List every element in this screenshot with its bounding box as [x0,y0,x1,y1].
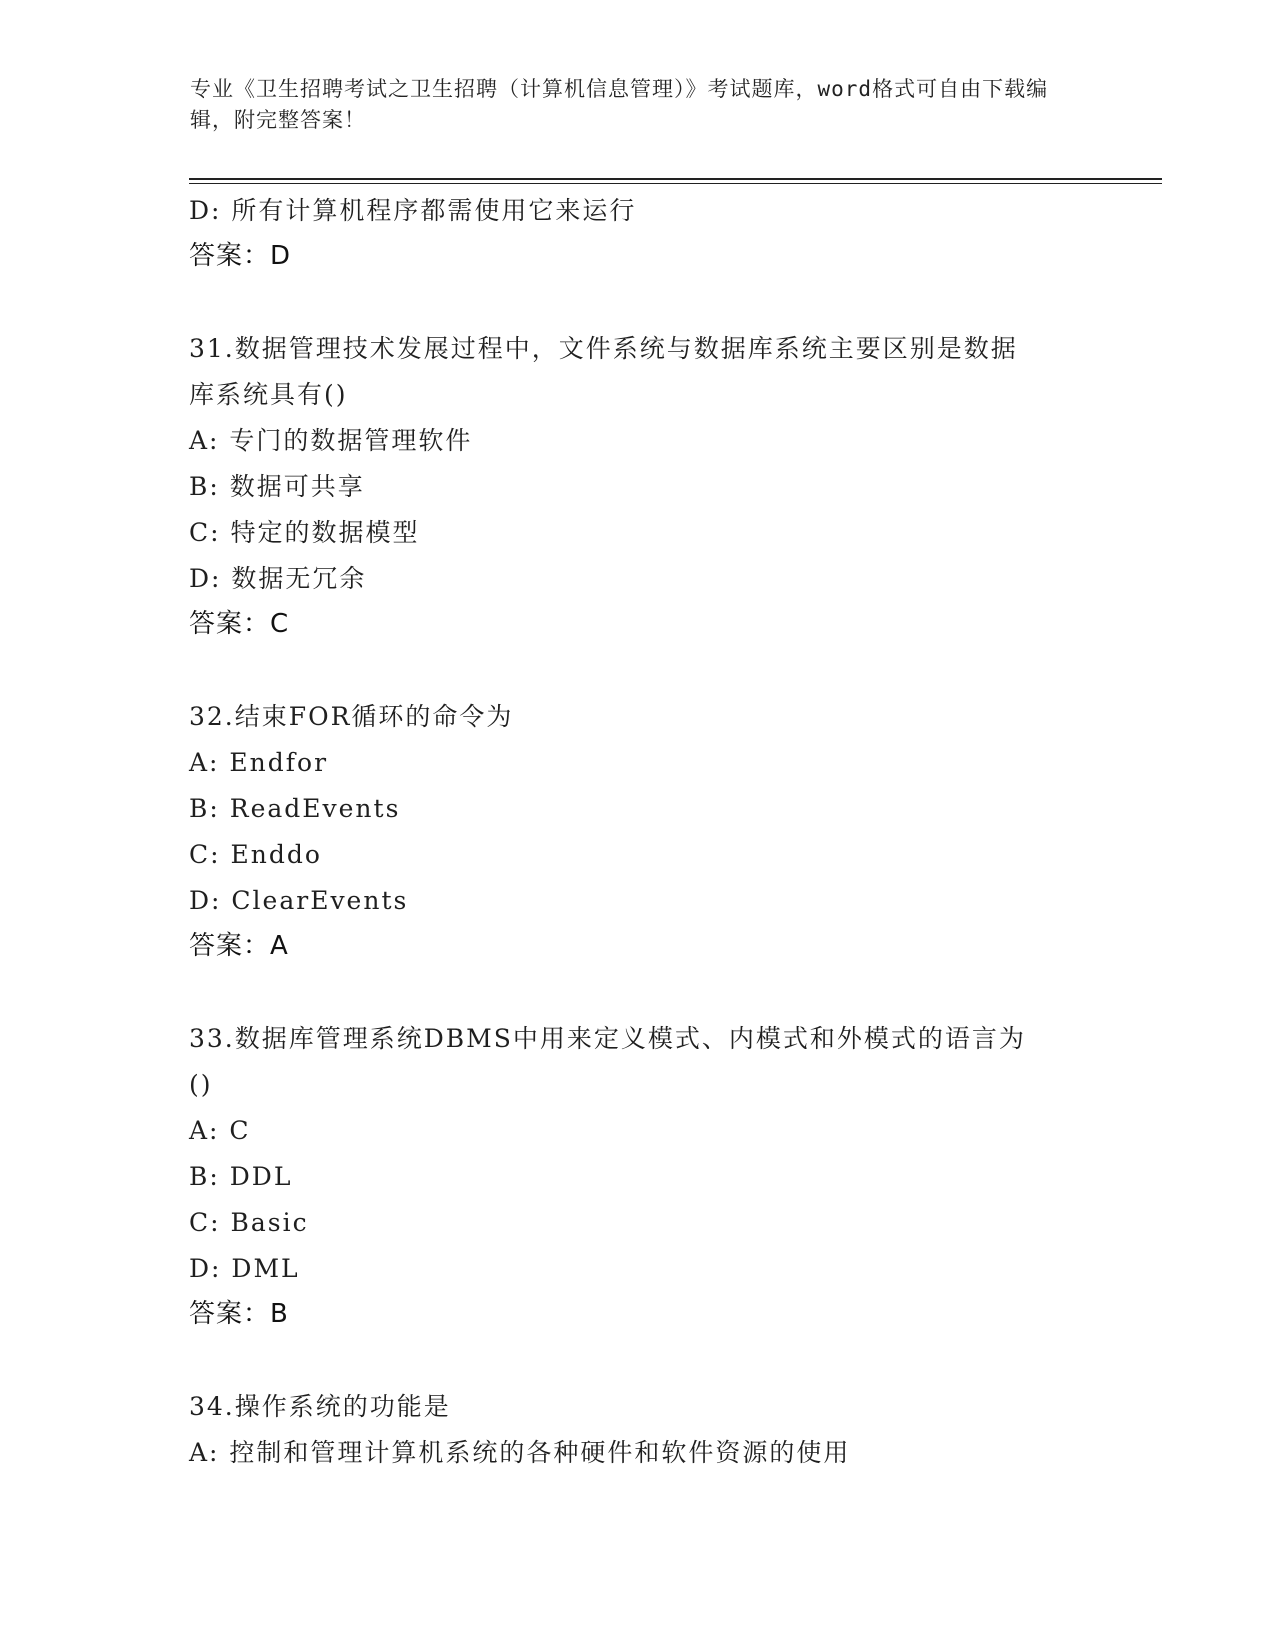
question-stem-continued: 库系统具有() [189,380,348,409]
option-d: D: 所有计算机程序都需使用它来运行 [189,196,637,225]
option-b: B: DDL [189,1162,293,1191]
question-34 [189,1384,1089,1476]
document-header: 专业《卫生招聘考试之卫生招聘（计算机信息管理）》考试题库，word格式可自由下载编辑，附完整答案！ [190,77,1049,132]
question-stem: 34.操作系统的功能是 [189,1392,451,1421]
question-32 [189,694,1089,968]
option-b: B: ReadEvents [189,794,401,823]
option-c: C: Enddo [189,840,322,869]
question-stem: 31.数据管理技术发展过程中，文件系统与数据库系统主要区别是数据 [189,334,1018,363]
option-d: D: ClearEvents [189,886,409,915]
option-c: C: Basic [189,1208,309,1237]
header-divider-thick [189,178,1162,180]
question-list [189,188,1089,1476]
option-a: A: 专门的数据管理软件 [189,426,473,455]
answer-label: 答案：C [189,609,290,639]
option-a: A: Endfor [189,748,329,777]
option-a: A: C [189,1116,251,1145]
answer-label: 答案：B [189,1299,289,1329]
option-d: D: 数据无冗余 [189,564,367,593]
question-30-tail [189,188,1089,278]
answer-label: 答案：A [189,931,289,961]
header-divider-thin [189,183,1162,184]
option-d: D: DML [189,1254,300,1283]
option-a: A: 控制和管理计算机系统的各种硬件和软件资源的使用 [189,1438,851,1467]
answer-label: 答案：D [189,241,292,271]
question-33 [189,1016,1089,1336]
option-c: C: 特定的数据模型 [189,518,420,547]
option-b: B: 数据可共享 [189,472,365,501]
question-stem: 32.结束FOR循环的命令为 [189,702,514,731]
question-stem: 33.数据库管理系统DBMS中用来定义模式、内模式和外模式的语言为 [189,1024,1026,1053]
question-31 [189,326,1089,646]
question-stem-continued: () [189,1070,213,1099]
